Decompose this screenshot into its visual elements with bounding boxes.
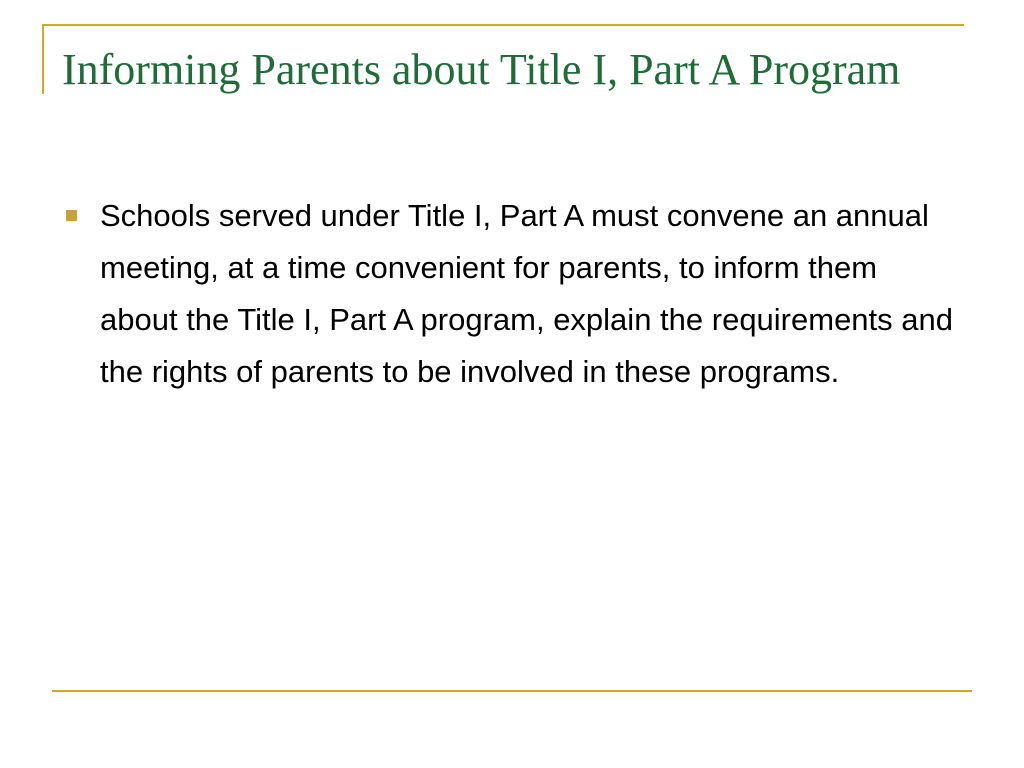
square-bullet-icon: [66, 210, 77, 221]
bottom-rule: [52, 690, 972, 692]
bullet-text: Schools served under Title I, Part A must convene an annual meeting, at a time convenient for parents, to inform them about the Title I, Part A program, explain the requirements and the rights of parents to be involved in these programs.: [100, 198, 953, 389]
top-rule: [42, 24, 964, 26]
bullet-item: [62, 190, 962, 398]
slide-title: Informing Parents about Title I, Part A Program: [62, 45, 901, 94]
bullet-list: [62, 190, 962, 398]
left-rule: [42, 24, 44, 94]
